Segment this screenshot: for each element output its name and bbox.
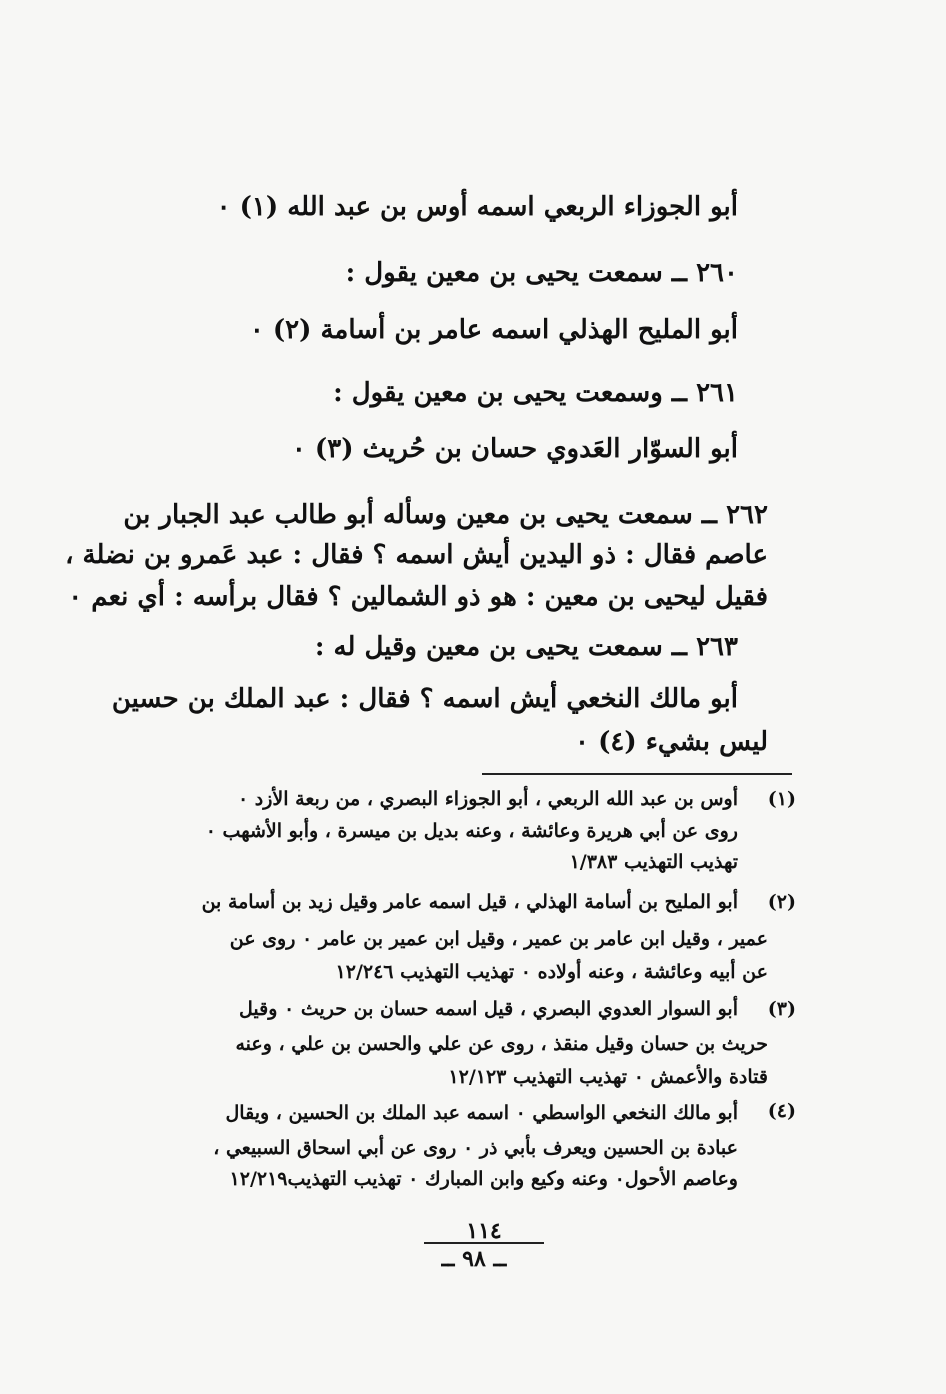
footnote-line: أوس بن عبد الله الربعي ، أبو الجوزاء البصري ، من ربعة الأزد ٠	[237, 788, 738, 810]
footnote-line: قتادة والأعمش ٠ تهذيب التهذيب ١٢/١٢٣	[448, 1066, 768, 1088]
text-line: أبو الجوزاء الربعي اسمه أوس بن عبد الله (١) ٠	[216, 192, 738, 222]
footnote-line: عن أبيه وعائشة ، وعنه أولاده ٠ تهذيب التهذيب ١٢/٢٤٦	[335, 961, 768, 983]
footnote-line: حريث بن حسان وقيل منقذ ، روى عن علي والحسن بن علي ، وعنه	[235, 1033, 768, 1055]
page-number-lower: ــ ٩٨ ــ	[441, 1246, 507, 1272]
text-line: أبو المليح الهذلي اسمه عامر بن أسامة (٢) ٠	[249, 315, 738, 345]
footnote-line: أبو المليح بن أسامة الهذلي ، قيل اسمه عامر وقيل زيد بن أسامة بن	[201, 891, 738, 913]
footnote-line: أبو السوار العدوي البصري ، قيل اسمه حسان بن حريث ٠ وقيل	[239, 998, 738, 1020]
footnote-line: عبادة بن الحسين ويعرف بأبي ذر ٠ روى عن أبي اسحاق السبيعي ،	[213, 1137, 738, 1159]
entry-261-heading: ٢٦١ ــ وسمعت يحيى بن معين يقول :	[333, 378, 738, 408]
entry-263-heading: ٢٦٣ ــ سمعت يحيى بن معين وقيل له :	[314, 632, 738, 662]
footnote-number: (٢)	[767, 891, 796, 913]
footnote-line: روى عن أبي هريرة وعائشة ، وعنه بديل بن ميسرة ، وأبو الأشهب ٠	[205, 820, 738, 842]
entry-260-heading: ٢٦٠ ــ سمعت يحيى بن معين يقول :	[345, 258, 738, 288]
text-line: فقيل ليحيى بن معين : هو ذو الشمالين ؟ فقال برأسه : أي نعم ٠	[68, 582, 768, 612]
footnote-line: وعاصم الأحول٠ وعنه وكيع وابن المبارك ٠ تهذيب التهذيب١٢/٢١٩	[229, 1168, 738, 1190]
footnote-number: (١)	[767, 788, 796, 810]
footnote-number: (٣)	[767, 998, 796, 1020]
footnote-line: أبو مالك النخعي الواسطي ٠ اسمه عبد الملك بن الحسين ، ويقال	[225, 1102, 738, 1124]
text-line: ليس بشيء (٤) ٠	[575, 727, 768, 757]
footnote-number: (٤)	[767, 1100, 796, 1122]
footnote-separator	[482, 773, 792, 775]
footnote-line: تهذيب التهذيب ١/٣٨٣	[569, 851, 738, 873]
footnote-line: عمير ، وقيل ابن عامر بن عمير ، وقيل ابن عمير بن عامر ٠ روى عن	[229, 928, 768, 950]
text-line: أبو مالك النخعي أيش اسمه ؟ فقال : عبد الملك بن حسين	[111, 684, 738, 714]
entry-262-heading: ٢٦٢ ــ سمعت يحيى بن معين وسأله أبو طالب عبد الجبار بن	[123, 500, 768, 530]
page-number-upper: ١١٤	[424, 1220, 544, 1244]
text-line: عاصم فقال : ذو اليدين أيش اسمه ؟ فقال : عبد عَمرو بن نضلة ،	[65, 540, 768, 570]
text-line: أبو السوّار العَدوي حسان بن حُريث (٣) ٠	[291, 434, 738, 464]
